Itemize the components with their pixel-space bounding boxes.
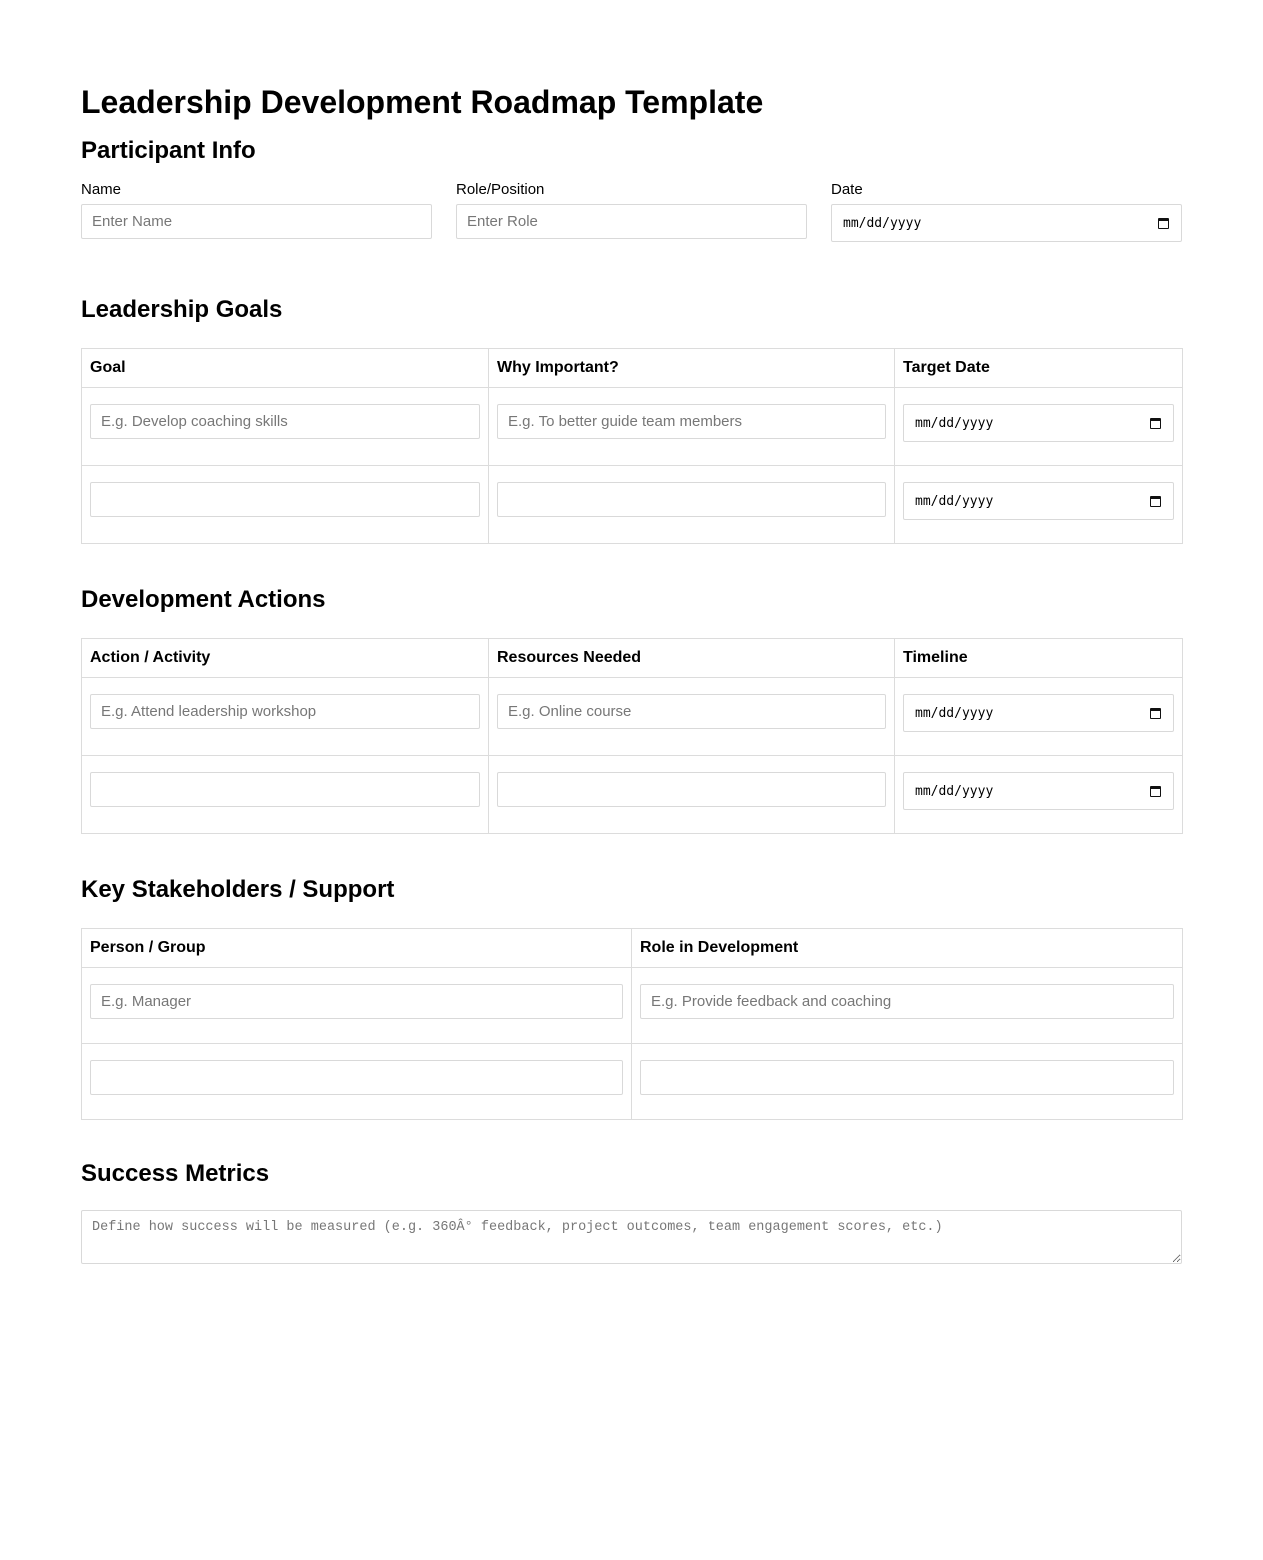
timeline-date-input[interactable] — [903, 772, 1174, 810]
name-label: Name — [81, 181, 122, 198]
table-header-row — [82, 349, 1183, 388]
column-header-target-date: Target Date — [895, 349, 1183, 388]
column-header-role-in-development: Role in Development — [632, 929, 1183, 968]
goals-table — [81, 348, 1183, 544]
calendar-icon[interactable] — [1150, 708, 1161, 719]
target-date-input[interactable] — [903, 404, 1174, 442]
table-row — [82, 1044, 1183, 1120]
date-input-placeholder: mm/dd/yyyy — [843, 215, 922, 231]
role-input[interactable] — [456, 204, 807, 239]
calendar-icon[interactable] — [1150, 496, 1161, 507]
resources-input[interactable] — [497, 694, 886, 729]
calendar-icon[interactable] — [1158, 218, 1169, 229]
actions-table — [81, 638, 1183, 834]
person-group-input[interactable] — [90, 984, 623, 1019]
development-actions-heading: Development Actions — [81, 586, 326, 613]
success-metrics-textarea[interactable] — [81, 1210, 1182, 1264]
why-important-input[interactable] — [497, 404, 886, 439]
goal-input[interactable] — [90, 482, 480, 517]
participant-info-heading: Participant Info — [81, 137, 256, 164]
date-input-placeholder: mm/dd/yyyy — [915, 783, 994, 799]
calendar-icon[interactable] — [1150, 418, 1161, 429]
date-input-placeholder: mm/dd/yyyy — [915, 705, 994, 721]
calendar-icon[interactable] — [1150, 786, 1161, 797]
person-group-input[interactable] — [90, 1060, 623, 1095]
table-row — [82, 466, 1183, 544]
column-header-action: Action / Activity — [82, 639, 489, 678]
date-label: Date — [831, 181, 863, 198]
date-input-placeholder: mm/dd/yyyy — [915, 493, 994, 509]
resources-input[interactable] — [497, 772, 886, 807]
role-in-development-input[interactable] — [640, 1060, 1174, 1095]
action-input[interactable] — [90, 694, 480, 729]
why-important-input[interactable] — [497, 482, 886, 517]
column-header-why-important: Why Important? — [489, 349, 895, 388]
table-row — [82, 678, 1183, 756]
goal-input[interactable] — [90, 404, 480, 439]
column-header-resources: Resources Needed — [489, 639, 895, 678]
success-metrics-heading: Success Metrics — [81, 1160, 270, 1187]
role-label: Role/Position — [456, 181, 545, 198]
date-input[interactable] — [831, 204, 1182, 242]
timeline-date-input[interactable] — [903, 694, 1174, 732]
role-in-development-input[interactable] — [640, 984, 1174, 1019]
table-header-row — [82, 929, 1183, 968]
column-header-timeline: Timeline — [895, 639, 1183, 678]
table-row — [82, 968, 1183, 1044]
action-input[interactable] — [90, 772, 480, 807]
table-row — [82, 756, 1183, 834]
name-input[interactable] — [81, 204, 432, 239]
stakeholders-heading: Key Stakeholders / Support — [81, 876, 395, 903]
page-title: Leadership Development Roadmap Template — [81, 84, 764, 120]
column-header-goal: Goal — [82, 349, 489, 388]
column-header-person-group: Person / Group — [82, 929, 632, 968]
target-date-input[interactable] — [903, 482, 1174, 520]
table-header-row — [82, 639, 1183, 678]
stakeholders-table — [81, 928, 1183, 1120]
date-input-placeholder: mm/dd/yyyy — [915, 415, 994, 431]
table-row — [82, 388, 1183, 466]
leadership-goals-heading: Leadership Goals — [81, 296, 283, 323]
